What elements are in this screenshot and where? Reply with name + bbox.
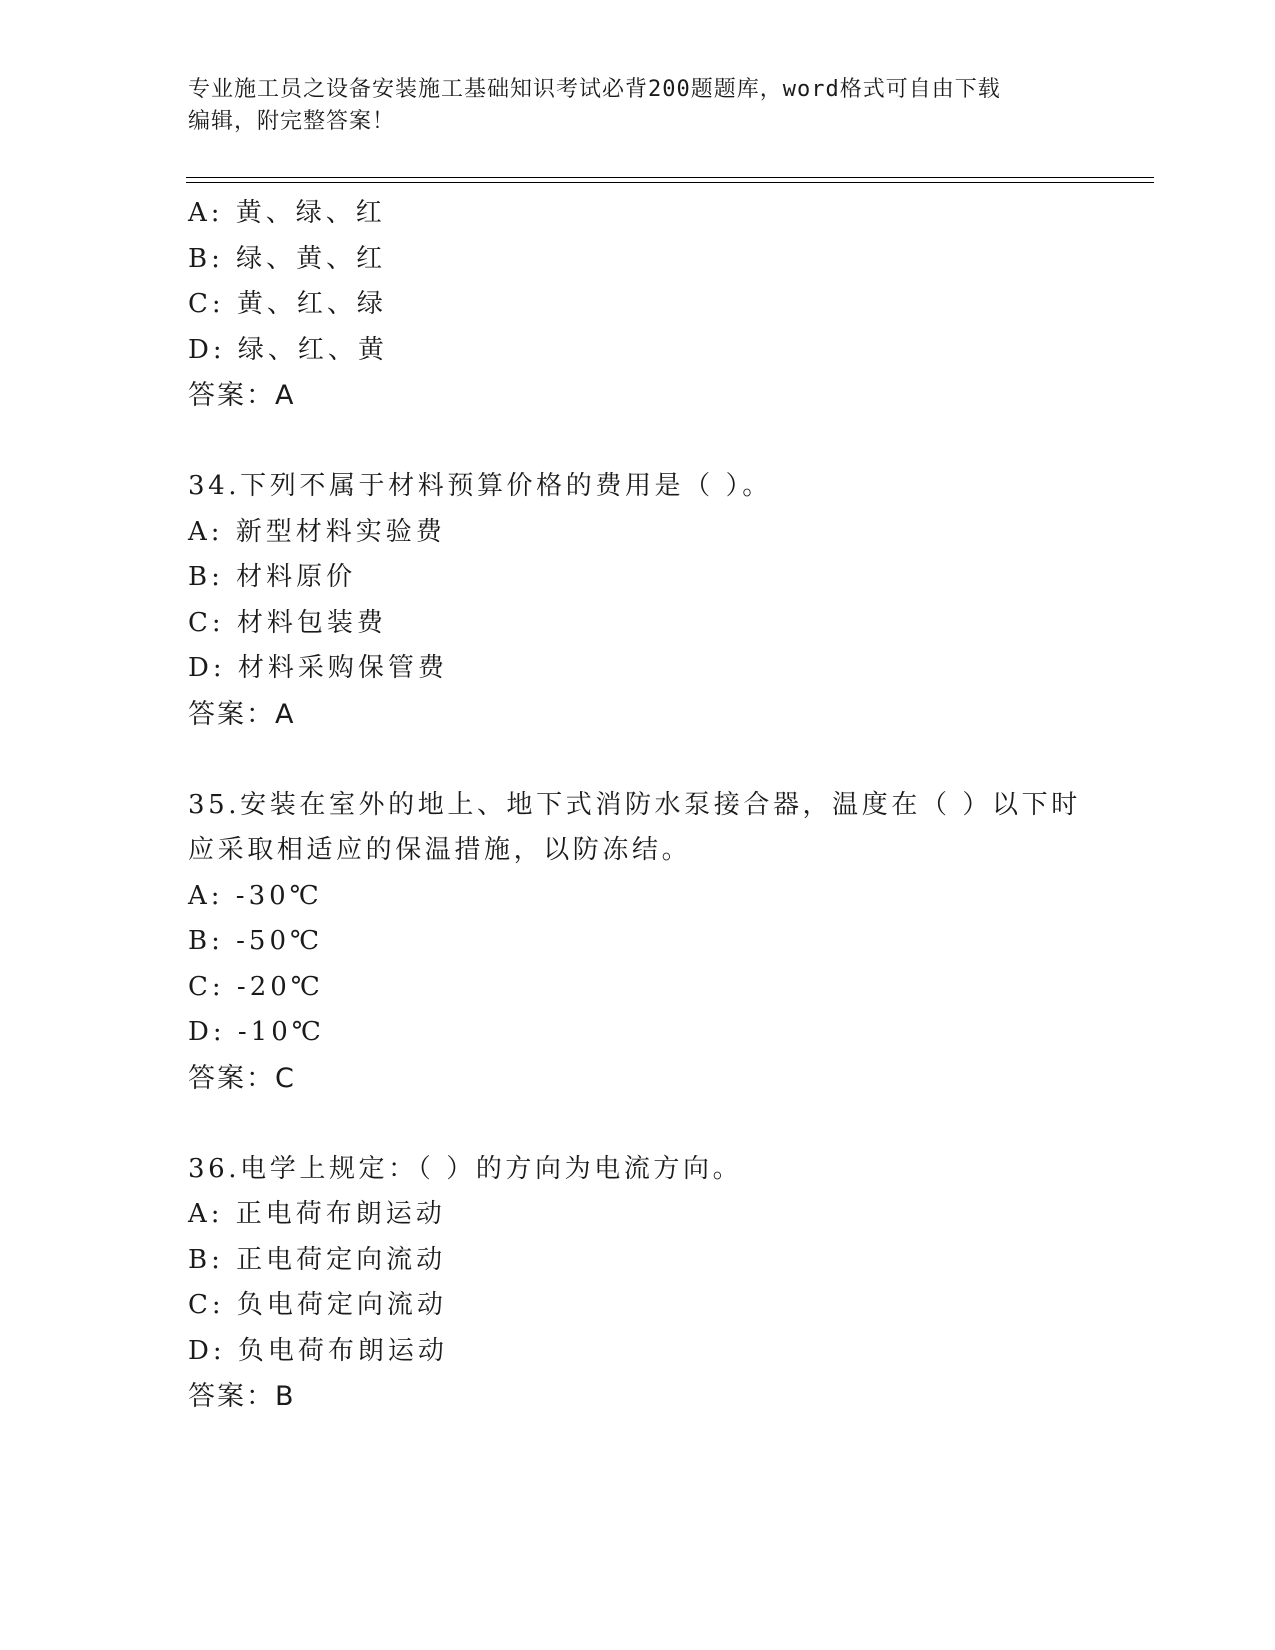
option-c: C: 负电荷定向流动 [188,1290,447,1320]
option-c: C: 材料包装费 [188,607,387,638]
option-b: B: 正电荷定向流动 [188,1244,447,1275]
answer-line: 答案：B [188,1381,296,1412]
question-text: 36.电学上规定：（ ）的方向为电流方向。 [188,1153,743,1184]
option-a: A: 新型材料实验费 [188,516,446,547]
option-d: D: 绿、红、黄 [188,334,388,365]
question-list [188,191,1188,1420]
document-header [188,74,1088,138]
question-text-continued: 应采取相适应的保温措施，以防冻结。 [188,835,692,865]
option-b: B: 材料原价 [188,562,357,592]
option-d: D: 负电荷布朗运动 [188,1335,448,1366]
question-block [188,783,1188,1102]
option-c: C: -20℃ [188,971,324,1002]
option-a: A: -30℃ [188,880,323,911]
question-text: 34.下列不属于材料预算价格的费用是（ ）。 [188,471,772,501]
header-divider [186,177,1154,178]
option-d: D: -10℃ [188,1017,325,1047]
option-b: B: 绿、黄、红 [188,243,387,274]
option-d: D: 材料采购保管费 [188,653,448,683]
header-line-1: 专业施工员之设备安装施工基础知识考试必背200题题库，word格式可自由下载 [188,77,1001,102]
question-text: 35.安装在室外的地上、地下式消防水泵接合器，温度在（ ）以下时 [188,789,1081,820]
option-a: A: 正电荷布朗运动 [188,1199,446,1229]
option-b: B: -50℃ [188,926,324,956]
header-divider [186,182,1154,183]
option-c: C: 黄、红、绿 [188,289,387,319]
question-block [188,464,1188,737]
question-block [188,1147,1188,1420]
answer-line: 答案：A [188,380,296,411]
header-line-2: 编辑，附完整答案！ [188,109,396,134]
answer-line: 答案：A [188,698,296,730]
question-block [188,191,1188,419]
answer-line: 答案：C [188,1062,296,1094]
option-a: A: 黄、绿、红 [188,198,386,228]
